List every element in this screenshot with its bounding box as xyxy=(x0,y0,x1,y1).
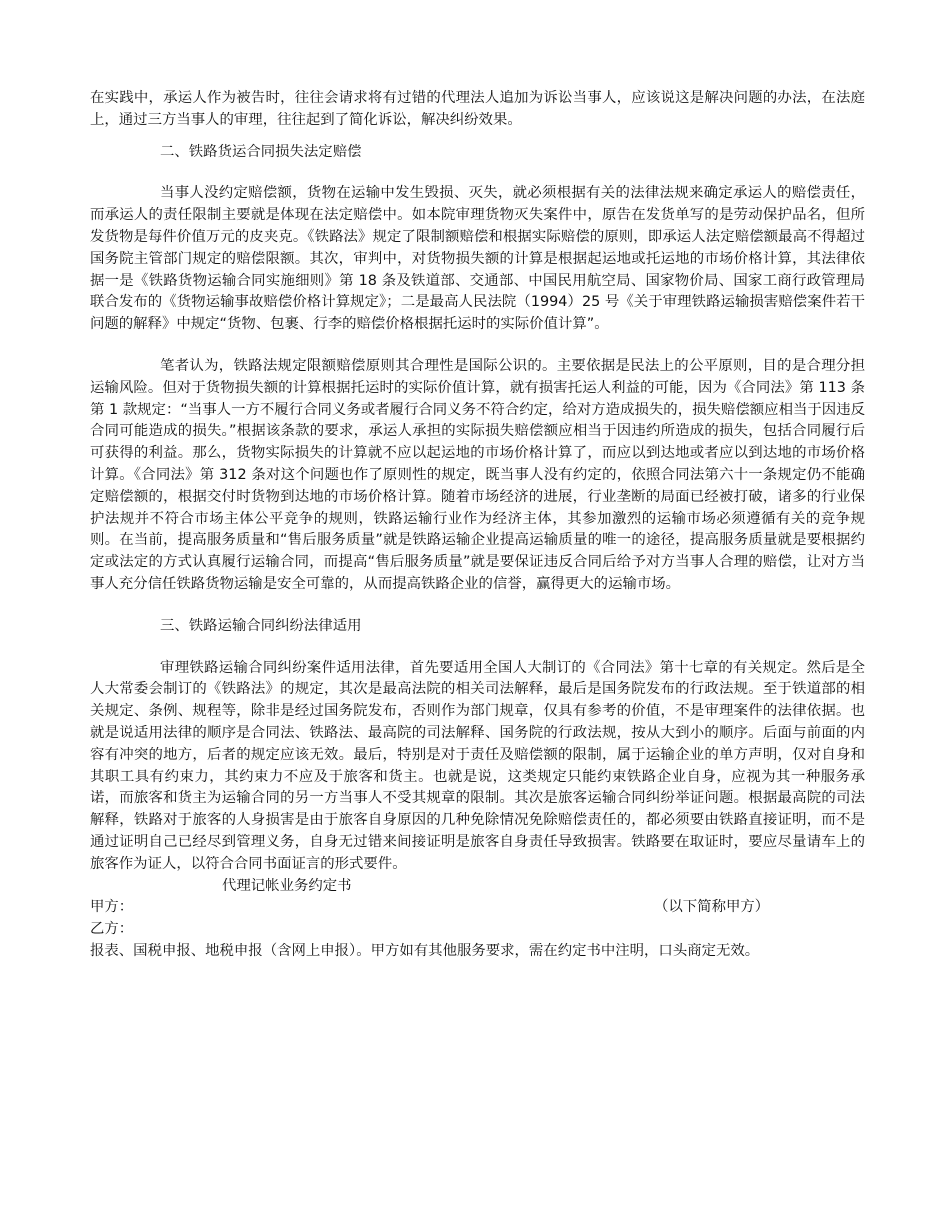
document-page xyxy=(90,88,865,963)
paragraph-statutory-compensation: 当事人没约定赔偿额，货物在运输中发生毁损、灭失，就必须根据有关的法律法规来确定承运人的赔偿责任，而承运人的责任限制主要就是体现在法定赔偿中。如本院审理货物灭失案件中，原告在发货单写的是劳动保护品名，但所发货物是每件价值万元的皮夹克。《铁路法》规定了限制额赔偿和根据实际赔偿的原则，即承运人法定赔偿额最高不得超过国务院主管部门规定的赔偿限额。其次，审判中，对货物损失额的计算是根据起运地或托运地的市场价格计算，其法律依据一是《铁路货物运输合同实施细则》第 18 条及铁道部、交通部、中国民用航空局、国家物价局、国家工商行政管理局联合发布的《货物运输事故赔偿价格计算规定》；二是最高人民法院（1994）25 号《关于审理铁路运输损害赔偿案件若干问题的解释》中规定“货物、包裹、行李的赔偿价格根据托运时的实际价值计算”。 xyxy=(90,185,865,333)
paragraph-intro: 在实践中，承运人作为被告时，往往会请求将有过错的代理法人追加为诉讼当事人，应该说这是解决问题的办法，在法庭上，通过三方当事人的审理，往往起到了简化诉讼，解决纠纷效果。 xyxy=(90,90,865,128)
agreement-title: 代理记帐业务约定书 xyxy=(222,877,352,894)
party-b-label: 乙方： xyxy=(90,921,134,938)
services-text: 报表、国税申报、地税申报（含网上申报）。甲方如有其他服务要求，需在约定书中注明，口头商定无效。 xyxy=(90,943,760,960)
section-heading-2: 二、铁路货运合同损失法定赔偿 xyxy=(160,143,362,160)
party-b-line xyxy=(90,919,865,941)
party-a-note: （以下简称甲方） xyxy=(654,899,770,916)
party-a-label: 甲方： xyxy=(90,899,134,916)
paragraph-author-opinion: 笔者认为，铁路法规定限额赔偿原则其合理性是国际公识的。主要依据是民法上的公平原则，目的是合理分担运输风险。但对于货物损失额的计算根据托运时的实际价值计算，就有损害托运人利益的可能，因为《合同法》第 113 条第 1 款规定：“当事人一方不履行合同义务或者履行合同义务不符合约定，给对方造成损失的，损失赔偿额应相当于因违反合同可能造成的损失。”根据该条款的要求，承运人承担的实际损失赔偿额应相当于因违约所造成的损失，包括合同履行后可获得的利益。那么，货物实际损失的计算就不应以起运地的市场价格计算了，而应以到达地或者应以到达地的市场价格计算。《合同法》第 312 条对这个问题也作了原则性的规定，既当事人没有约定的，依照合同法第六十一条规定仍不能确定赔偿额的，根据交付时货物到达地的市场价格计算。随着市场经济的进展，行业垄断的局面已经被打破，诸多的行业保护法规并不符合市场主体公平竞争的规则，铁路运输行业作为经济主体，其参加激烈的运输市场必须遵循有关的竞争规则。在当前，提高服务质量和“售后服务质量”就是铁路运输企业提高运输质量的唯一的途径，提高服务质量就是要根据约定或法定的方式认真履行运输合同，而提高“售后服务质量”就是要保证违反合同后给予对方当事人合理的赔偿，让对方当事人充分信任铁路货物运输是安全可靠的，从而提高铁路企业的信誉，赢得更大的运输市场。 xyxy=(90,357,865,592)
paragraph-law-application: 审理铁路运输合同纠纷案件适用法律，首先要适用全国人大制订的《合同法》第十七章的有关规定。然后是全人大常委会制订的《铁路法》的规定，其次是最高法院的相关司法解释，最后是国务院发布的行政法规。至于铁道部的相关规定、条例、规程等，除非是经过国务院发布，否则作为部门规章，仅具有参考的价值，不是审理案件的法律依据。也就是说适用法律的顺序是合同法、铁路法、最高院的司法解释、国务院的行政法规，按从大到小的顺序。后面与前面的内容有冲突的地方，后者的规定应该无效。最后，特别是对于责任及赔偿额的限制，属于运输企业的单方声明，仅对自身和其职工具有约束力，其约束力不应及于旅客和货主。也就是说，这类规定只能约束铁路企业自身，应视为其一种服务承诺，而旅客和货主为运输合同的另一方当事人不受其规章的限制。其次是旅客运输合同纠纷举证问题。根据最高院的司法解释，铁路对于旅客的人身损害是由于旅客自身原因的几种免除情况免除赔偿责任的，都必须要由铁路直接证明，而不是通过证明自己已经尽到管理义务，自身无过错来间接证明是旅客自身责任导致损害。铁路要在取证时，要应尽量请车上的旅客作为证人，以符合合同书面证言的形式要件。 xyxy=(90,659,865,872)
party-a-line xyxy=(90,897,865,919)
section-heading-3: 三、铁路运输合同纠纷法律适用 xyxy=(160,617,362,634)
